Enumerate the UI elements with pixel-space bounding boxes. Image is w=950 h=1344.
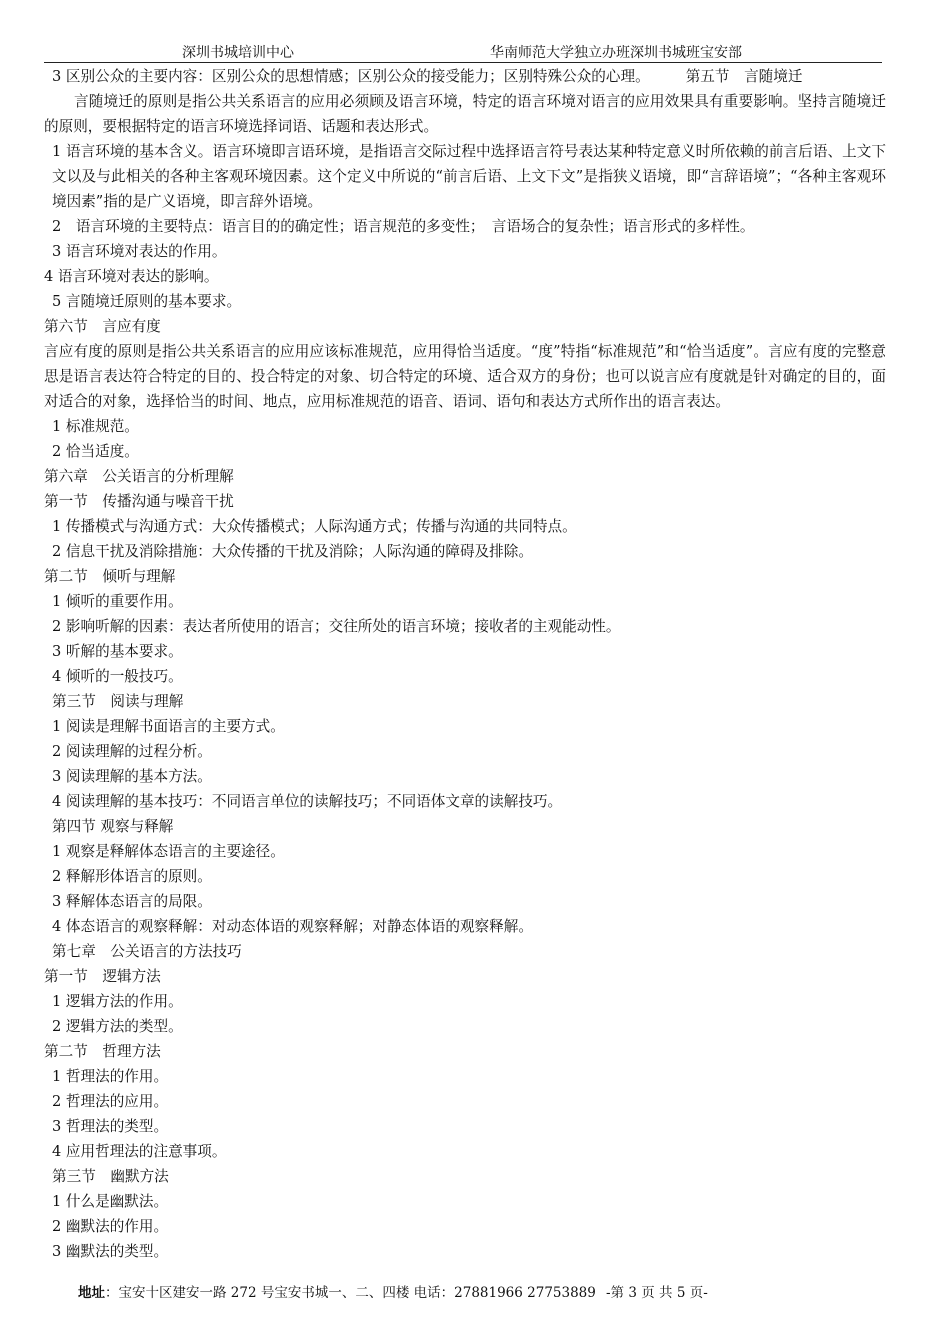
text-line: 3 释解体态语言的局限。 — [52, 893, 212, 910]
header-left: 深圳书城培训中心 — [182, 45, 294, 61]
text-line: 2 影响听解的因素：表达者所使用的语言；交往所处的语言环境；接收者的主观能动性。 — [52, 618, 621, 635]
text-line: 1 传播模式与沟通方式：大众传播模式；人际沟通方式；传播与沟通的共同特点。 — [52, 518, 577, 535]
chapter-heading: 第七章 公关语言的方法技巧 — [52, 943, 242, 960]
section-heading: 第一节 传播沟通与噪音干扰 — [44, 493, 234, 510]
text-line: 3 幽默法的类型。 — [52, 1243, 169, 1260]
header-right: 华南师范大学独立办班深圳书城班宝安部 — [490, 45, 742, 61]
text-line: 5 言随境迁原则的基本要求。 — [52, 293, 242, 310]
paragraph: 1 语言环境的基本含义。语言环境即言语环境，是指语言交际过程中选择语言符号表达某种特定意义时所依赖的前言后语、上文下文以及与此相关的各种主客观环境因素。这个定义中所说的“前言后语、上文下文”是指狭义语境，即“言辞语境”；“各种主客观环境因素”指的是广义语境，即言辞外语境。 — [52, 143, 886, 210]
text-line: 3 区别公众的主要内容：区别公众的思想情感；区别公众的接受能力；区别特殊公众的心理。 第五节 言随境迁 — [52, 68, 803, 85]
text-line: 2 哲理法的应用。 — [52, 1093, 169, 1110]
text-line: 2 语言环境的主要特点：语言目的的确定性；语言规范的多变性； 言语场合的复杂性；语言形式的多样性。 — [52, 218, 755, 235]
text-line: 4 阅读理解的基本技巧：不同语言单位的读解技巧；不同语体文章的读解技巧。 — [52, 793, 563, 810]
section-heading: 第二节 倾听与理解 — [44, 568, 176, 585]
text-line: 1 观察是释解体态语言的主要途径。 — [52, 843, 285, 860]
text-line: 2 信息干扰及消除措施：大众传播的干扰及消除；人际沟通的障碍及排除。 — [52, 543, 533, 560]
section-heading: 第二节 哲理方法 — [44, 1043, 161, 1060]
text-line: 1 什么是幽默法。 — [52, 1193, 169, 1210]
text-line: 2 释解形体语言的原则。 — [52, 868, 212, 885]
text-line: 4 体态语言的观察释解：对动态体语的观察释解；对静态体语的观察释解。 — [52, 918, 533, 935]
section-heading: 第三节 阅读与理解 — [52, 693, 184, 710]
text-line: 4 倾听的一般技巧。 — [52, 668, 183, 685]
footer-address-label: 地址 — [78, 1285, 105, 1301]
footer-address: ：宝安十区建安一路 272 号宝安书城一、二、四楼 电话：27881966 27753889 — [105, 1285, 596, 1301]
text-line: 3 语言环境对表达的作用。 — [52, 243, 227, 260]
section-heading: 第六节 言应有度 — [44, 318, 161, 335]
document-body — [44, 64, 886, 1264]
paragraph: 言随境迁的原则是指公共关系语言的应用必须顾及语言环境，特定的语言环境对语言的应用效果具有重要影响。坚持言随境迁的原则，要根据特定的语言环境选择词语、话题和表达形式。 — [44, 93, 886, 135]
section-heading: 第四节 观察与释解 — [52, 818, 174, 835]
text-line: 1 标准规范。 — [52, 418, 139, 435]
chapter-heading: 第六章 公关语言的分析理解 — [44, 468, 234, 485]
section-heading: 第五节 言随境迁 — [685, 68, 803, 85]
page-footer — [78, 1281, 878, 1301]
text-line: 1 倾听的重要作用。 — [52, 593, 183, 610]
text-line: 1 哲理法的作用。 — [52, 1068, 169, 1085]
section-heading: 第三节 幽默方法 — [52, 1168, 169, 1185]
text-line: 2 逻辑方法的类型。 — [52, 1018, 183, 1035]
text-line: 4 语言环境对表达的影响。 — [44, 268, 219, 285]
text-line: 3 听解的基本要求。 — [52, 643, 183, 660]
text-line: 1 逻辑方法的作用。 — [52, 993, 183, 1010]
section-heading: 第一节 逻辑方法 — [44, 968, 161, 985]
page-number: -第 3 页 共 5 页- — [606, 1285, 708, 1301]
text-line: 3 哲理法的类型。 — [52, 1118, 169, 1135]
text-line: 3 阅读理解的基本方法。 — [52, 768, 212, 785]
text-line: 2 幽默法的作用。 — [52, 1218, 169, 1235]
paragraph: 言应有度的原则是指公共关系语言的应用应该标准规范，应用得恰当适度。“度”特指“标准规范”和“恰当适度”。言应有度的完整意思是语言表达符合特定的目的、投合特定的对象、切合特定的环境、适合双方的身份；也可以说言应有度就是针对确定的目的，面对适合的对象，选择恰当的时间、地点，应用标准规范的语音、语词、语句和表达方式所作出的语言表达。 — [44, 343, 886, 410]
text-line: 2 阅读理解的过程分析。 — [52, 743, 212, 760]
text-line: 1 阅读是理解书面语言的主要方式。 — [52, 718, 285, 735]
text-line: 4 应用哲理法的注意事项。 — [52, 1143, 227, 1160]
text-line: 2 恰当适度。 — [52, 443, 139, 460]
page-header — [44, 40, 882, 63]
